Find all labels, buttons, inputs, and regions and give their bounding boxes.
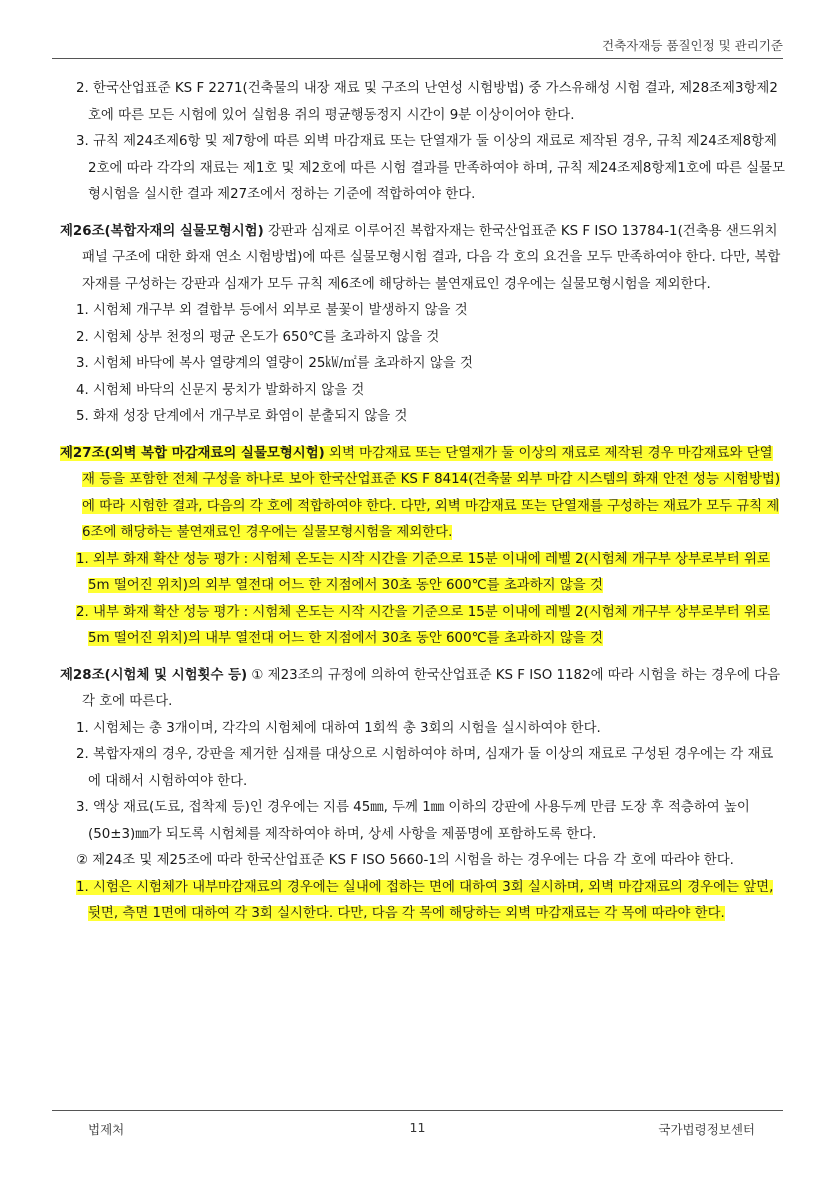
article-title: 제27조(외벽 복합 마감재료의 실물모형시험) xyxy=(60,445,325,461)
highlighted-text: 1. 외부 화재 확산 성능 평가 : 시험체 온도는 시작 시간을 기준으로 15분 이내에 레벨 2(시험체 개구부 상부로부터 위로 5m 떨어진 위치)의 외부 열전대 어느 한 지점에서 30초 동안 600℃를 초과하지 않을 것 xyxy=(76,551,770,593)
article-text: 외벽 마감재료 또는 단열재가 둘 이상의 재료로 제작된 경우 마감재료와 단열재 등을 포함한 전체 구성을 하나로 보아 한국산업표준 KS F 8414(건축물 외부 마감 시스템의 화재 안전 성능 시험방법)에 따라 시험한 결과, 다음의 각 호에 적합하여야 한다. 다만, 외벽 마감재료 또는 단열재를 구성하는 재료가 모두 규칙 제6조에 해당하는 불연재료인 경우에는 실물모형시험을 제외한다. xyxy=(82,445,781,540)
list-item: 1. 시험체는 총 3개이며, 각각의 시험체에 대하여 1회씩 총 3회의 시험을 실시하여야 한다. xyxy=(76,720,601,736)
article-27 xyxy=(60,441,785,547)
article-title: 제28조(시험체 및 시험횟수 등) xyxy=(60,667,248,683)
article-26 xyxy=(60,219,785,299)
header-title: 건축자재등 품질인정 및 관리기준 xyxy=(602,38,783,53)
article-28 xyxy=(60,663,785,716)
list-item: 3. 규칙 제24조제6항 및 제7항에 따른 외벽 마감재료 또는 단열재가 둘 이상의 재료로 제작된 경우, 규칙 제24조제8항제2호에 따라 각각의 재료는 제1호 및 제2호에 따른 시험 결과를 만족하여야 하며, 규칙 제24조제8항제1호에 따른 실물모형시험을 실시한 결과 제27조에서 정하는 기준에 적합하여야 한다. xyxy=(76,134,785,202)
article-text: ① 제23조의 규정에 의하여 한국산업표준 KS F ISO 1182에 따라 시험을 하는 경우에 다음 각 호에 따른다. xyxy=(82,667,781,709)
document-body xyxy=(60,76,785,928)
list-item xyxy=(60,600,785,653)
footer-source: 법제처 xyxy=(88,1122,125,1137)
footer-divider xyxy=(52,1110,783,1111)
highlighted-text: 1. 시험은 시험체가 내부마감재료의 경우에는 실내에 접하는 면에 대하여 3회 실시하며, 외벽 마감재료의 경우에는 앞면, 뒷면, 측면 1면에 대하여 각 3회 실시한다. 다만, 다음 각 목에 해당하는 외벽 마감재료는 각 목에 따라야 한다. xyxy=(76,879,774,921)
page-number: 11 xyxy=(409,1120,426,1135)
list-item: 5. 화재 성장 단계에서 개구부로 화염이 분출되지 않을 것 xyxy=(76,409,408,424)
list-item xyxy=(60,547,785,600)
list-item: 1. 시험체 개구부 외 결합부 등에서 외부로 불꽃이 발생하지 않을 것 xyxy=(76,303,468,318)
footer-publisher: 국가법령정보센터 xyxy=(658,1122,755,1137)
list-item: 3. 액상 재료(도료, 접착제 등)인 경우에는 지름 45㎜, 두께 1㎜ 이하의 강판에 사용두께 만큼 도장 후 적층하여 높이 (50±3)㎜가 되도록 시험체를 제작하여야 하며, 상세 사항을 제품명에 포함하도록 한다. xyxy=(76,800,750,842)
paragraph-2: ② 제24조 및 제25조에 따라 한국산업표준 KS F ISO 5660-1의 시험을 하는 경우에는 다음 각 호에 따라야 한다. xyxy=(76,853,734,868)
list-item xyxy=(60,875,785,928)
header-divider xyxy=(52,58,783,59)
highlighted-text: 2. 내부 화재 확산 성능 평가 : 시험체 온도는 시작 시간을 기준으로 15분 이내에 레벨 2(시험체 개구부 상부로부터 위로 5m 떨어진 위치)의 내부 열전대 어느 한 지점에서 30초 동안 600℃를 초과하지 않을 것 xyxy=(76,604,770,646)
article-title: 제26조(복합자재의 실물모형시험) xyxy=(60,223,264,239)
list-item: 4. 시험체 바닥의 신문지 뭉치가 발화하지 않을 것 xyxy=(76,382,365,398)
article-text: 강판과 심재로 이루어진 복합자재는 한국산업표준 KS F ISO 13784-1(건축용 샌드위치패널 구조에 대한 화재 연소 시험방법)에 따른 실물모형시험 결과, 다음 각 호의 요건을 모두 만족하여야 한다. 다만, 복합자재를 구성하는 강판과 심재가 모두 규칙 제6조에 해당하는 불연재료인 경우에는 실물모형시험을 제외한다. xyxy=(82,223,781,292)
list-item: 2. 한국산업표준 KS F 2271(건축물의 내장 재료 및 구조의 난연성 시험방법) 중 가스유해성 시험 결과, 제28조제3항제2호에 따른 모든 시험에 있어 실험용 쥐의 평균행동정지 시간이 9분 이상이어야 한다. xyxy=(76,81,778,123)
list-item: 2. 시험체 상부 천정의 평균 온도가 650℃를 초과하지 않을 것 xyxy=(76,329,440,345)
list-item: 2. 복합자재의 경우, 강판을 제거한 심재를 대상으로 시험하여야 하며, 심재가 둘 이상의 재료로 구성된 경우에는 각 재료에 대해서 시험하여야 한다. xyxy=(76,747,774,789)
list-item: 3. 시험체 바닥에 복사 열량계의 열량이 25㎾/㎡를 초과하지 않을 것 xyxy=(76,356,473,371)
